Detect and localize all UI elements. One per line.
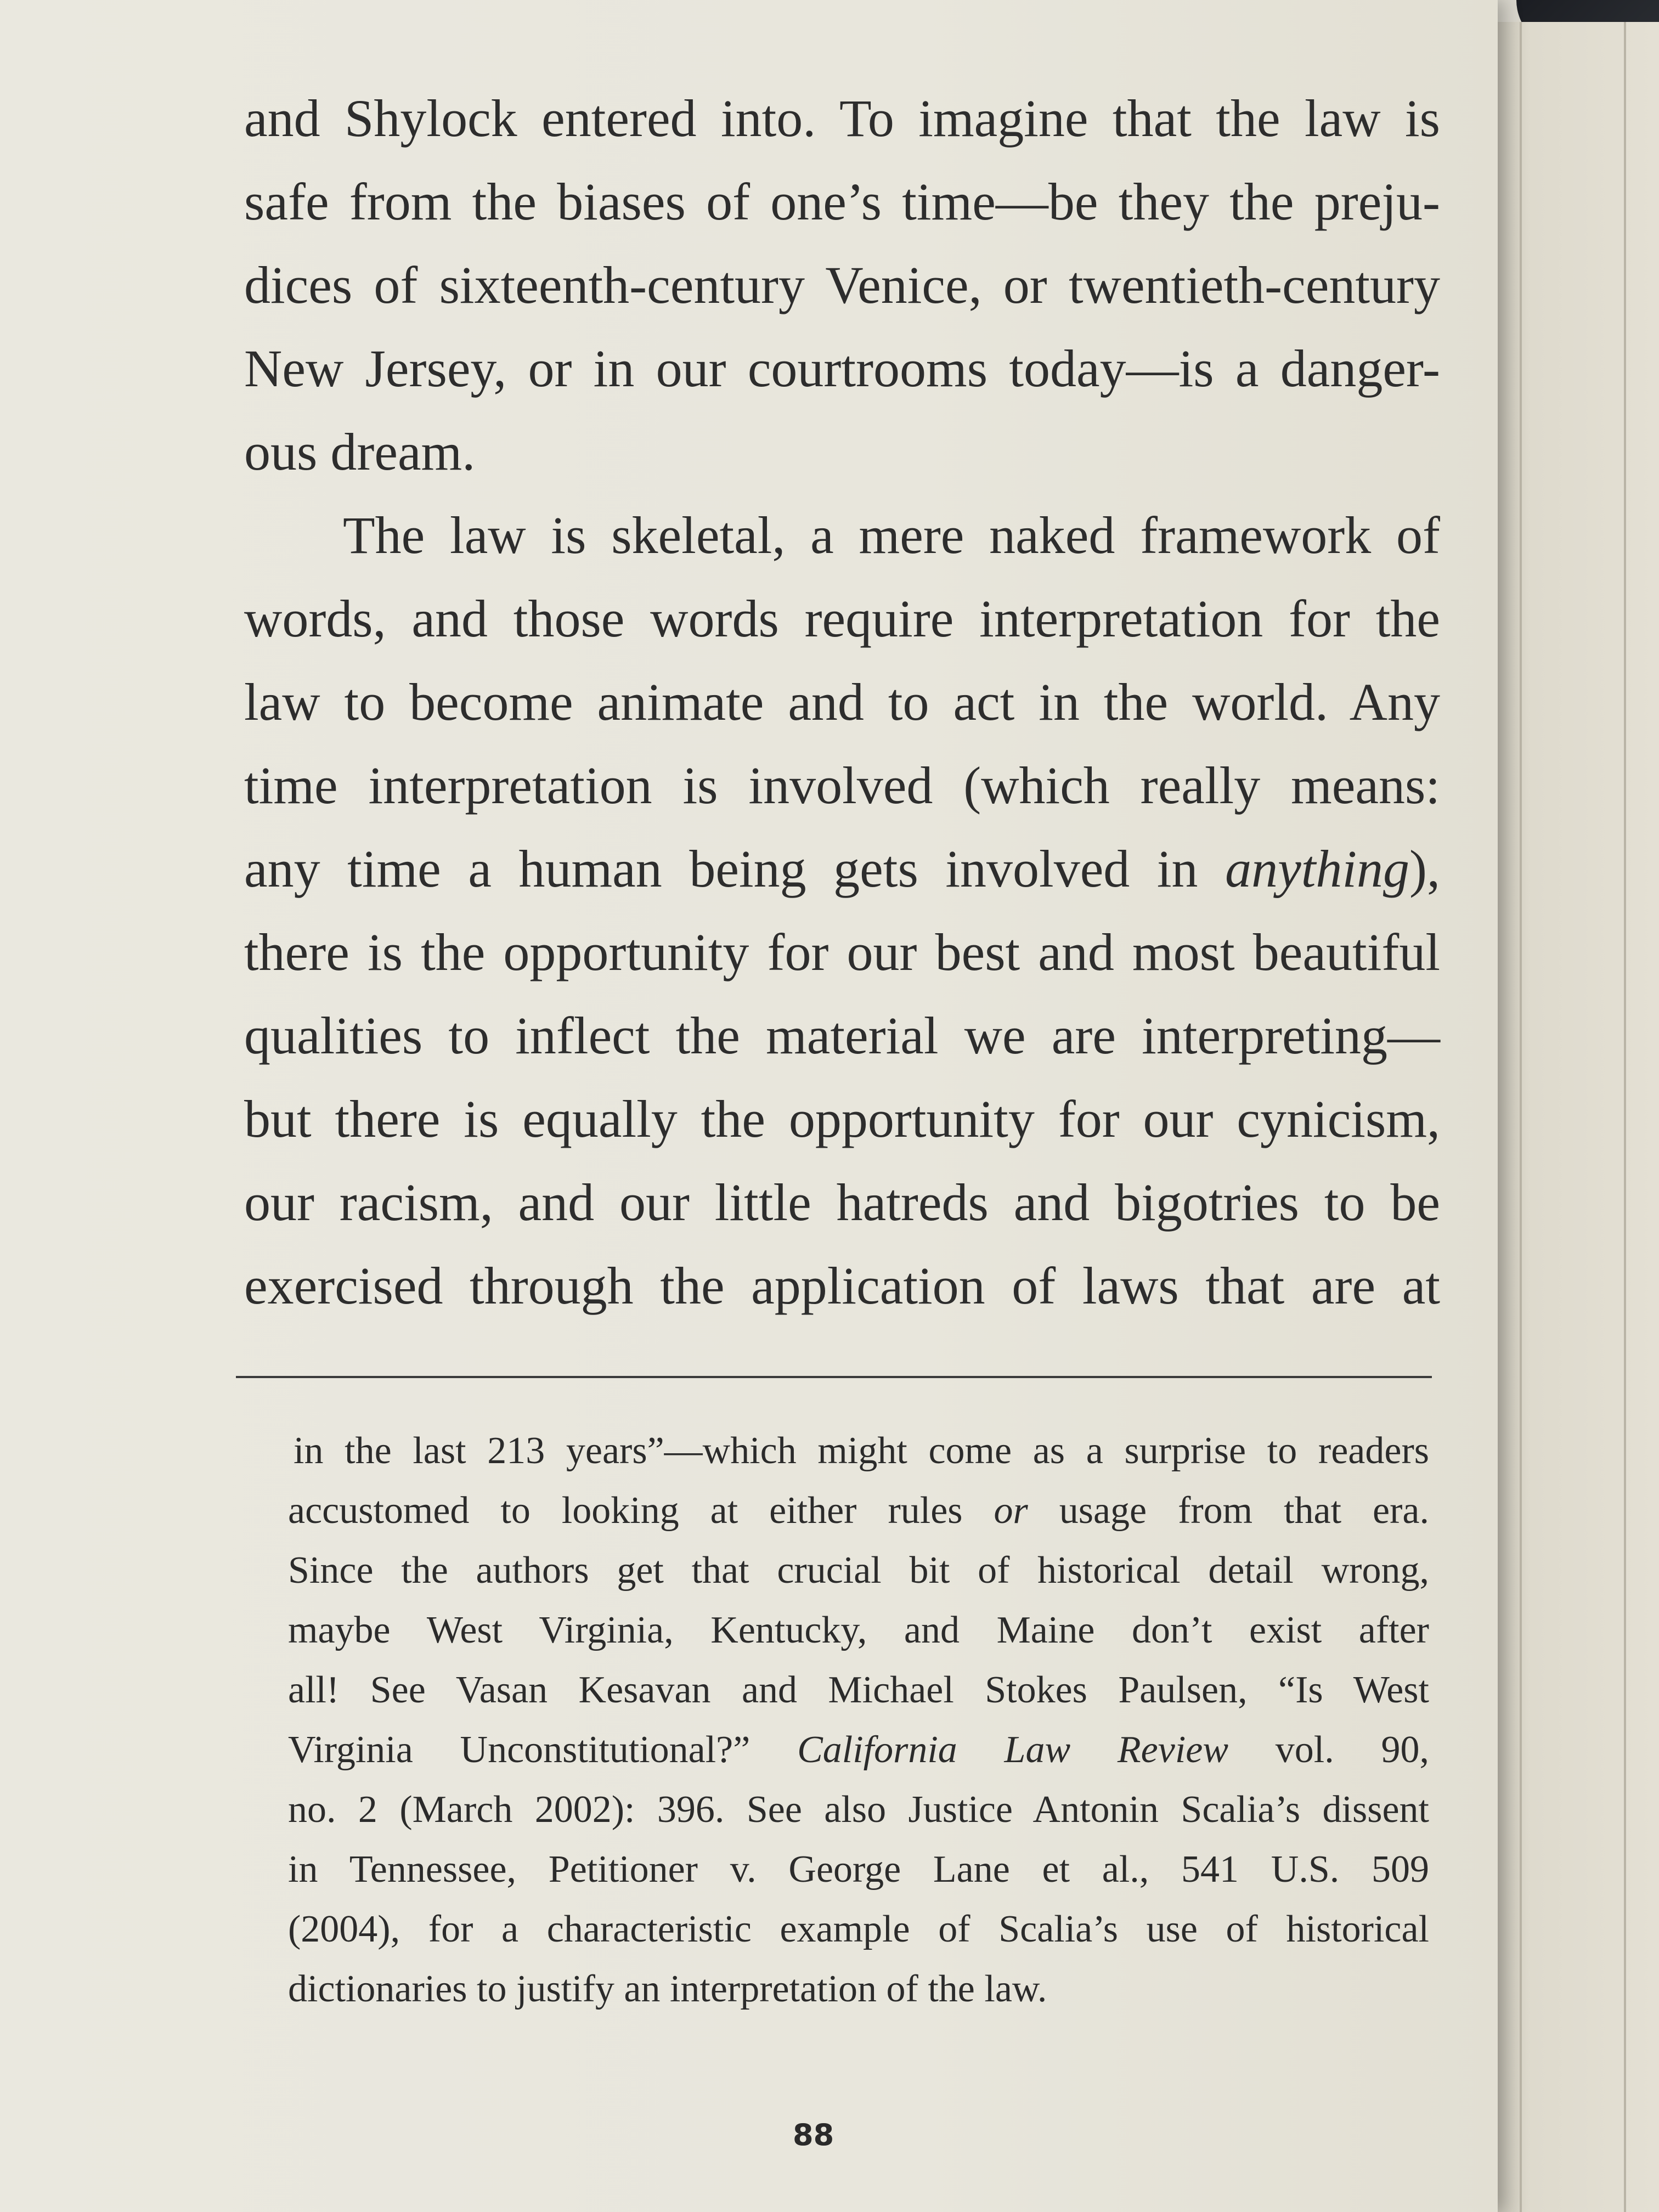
footnote (288, 1421, 1429, 2019)
body-line: time interpretation is involved (which really means: (244, 756, 1440, 815)
footnote-line: dictionaries to justify an interpretation of the law. (288, 1968, 1047, 2010)
footnote-line-with-emphasis (288, 1481, 1429, 1541)
footnote-line: Since the authors get that crucial bit of historical detail wrong, (288, 1549, 1429, 1592)
body-line: there is the opportunity for our best and most beautiful (244, 923, 1440, 981)
body-line: and Shylock entered into. To imagine that the law is (244, 89, 1440, 148)
body-line: exercised through the application of laws that are at (244, 1256, 1440, 1315)
emphasis-journal-title: California Law Review (797, 1729, 1229, 1771)
footnote-rule (236, 1376, 1432, 1378)
next-page-edge (1498, 22, 1659, 2212)
body-line: law to become animate and to act in the world. Any (244, 673, 1440, 731)
body-line: words, and those words require interpretation for the (244, 589, 1440, 648)
body-text (244, 77, 1440, 1328)
footnote-line-part: accustomed to looking at either rules (288, 1489, 994, 1532)
footnote-line: (2004), for a characteristic example of Scalia’s use of historical (288, 1908, 1429, 1950)
footnote-line-part: vol. 90, (1228, 1729, 1430, 1771)
footnote-line-part: Virginia Unconstitutional?” (288, 1729, 798, 1771)
emphasis-anything: anything (1225, 839, 1410, 898)
body-line: qualities to inflect the material we are interpreting— (244, 1006, 1440, 1065)
body-line-part: ), (1409, 839, 1440, 898)
body-line-with-emphasis (244, 827, 1440, 911)
body-line: safe from the biases of one’s time—be they the preju- (244, 172, 1440, 231)
body-line: our racism, and our little hatreds and bigotries to be (244, 1173, 1440, 1232)
paragraph-first-line: The law is skeletal, a mere naked framework of (343, 506, 1440, 565)
body-line: ous dream. (244, 422, 476, 481)
page-number: 88 (793, 2118, 834, 2152)
footnote-line-part: usage from that era. (1028, 1489, 1429, 1532)
footnote-line: in Tennessee, Petitioner v. George Lane et al., 541 U.S. 509 (288, 1848, 1429, 1891)
footnote-line: no. 2 (March 2002): 396. See also Justice Antonin Scalia’s dissent (288, 1788, 1429, 1831)
footnote-line-with-emphasis (288, 1720, 1429, 1780)
emphasis-or: or (994, 1489, 1028, 1532)
body-line: New Jersey, or in our courtrooms today—is a danger- (244, 339, 1440, 398)
footnote-line: in the last 213 years”—which might come as a surprise to readers (294, 1430, 1429, 1472)
body-line: but there is equally the opportunity for our cynicism, (244, 1090, 1440, 1148)
footnote-line: maybe West Virginia, Kentucky, and Maine don’t exist after (288, 1609, 1429, 1651)
footnote-line: all! See Vasan Kesavan and Michael Stokes Paulsen, “Is West (288, 1669, 1429, 1711)
body-line-part: any time a human being gets involved in (244, 839, 1226, 898)
body-line: dices of sixteenth-century Venice, or twentieth-century (244, 256, 1440, 314)
